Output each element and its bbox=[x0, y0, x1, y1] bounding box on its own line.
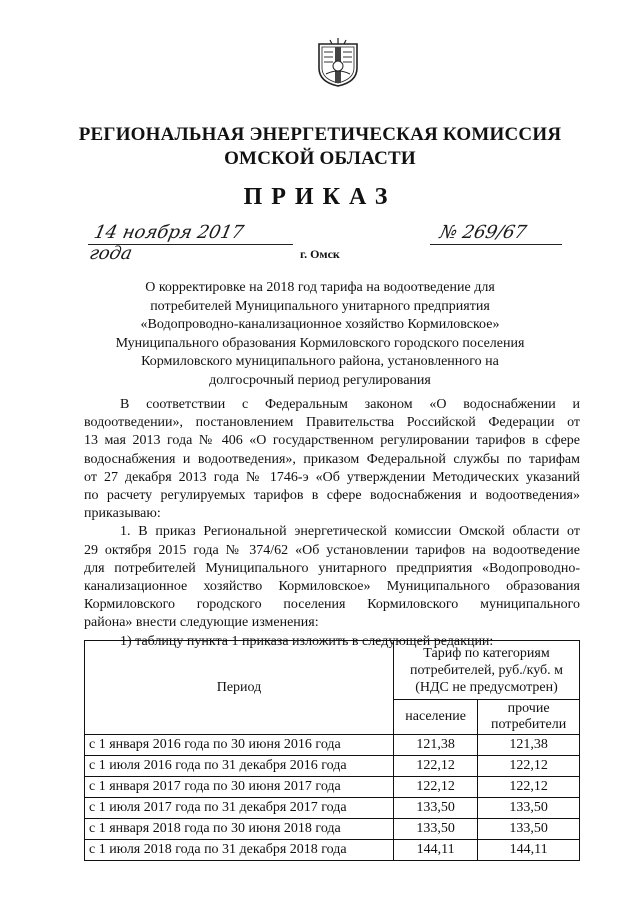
body-line: 1. В приказ Региональной энергетической комиссии Омской области от bbox=[120, 524, 580, 540]
body-line: 13 мая 2013 года № 406 «О государственном регулировании тарифов в сфере bbox=[84, 433, 580, 449]
body-line: от 27 декабря 2013 года № 1746-э «Об утверждении Методических указаний bbox=[84, 469, 580, 485]
subject-line: О корректировке на 2018 год тарифа на водоотведение для bbox=[145, 280, 495, 295]
table-row bbox=[85, 777, 580, 798]
table-row bbox=[85, 798, 580, 819]
coat-of-arms-emblem bbox=[316, 38, 360, 88]
column-header-period: Период bbox=[85, 641, 394, 735]
document-type-title: ПРИКАЗ bbox=[243, 184, 397, 210]
other-tariff-cell: 144,11 bbox=[478, 840, 580, 861]
body-line: Кормиловского городского поселения Кормиловского муниципального bbox=[84, 597, 580, 613]
period-cell: с 1 января 2018 года по 30 июня 2018 года bbox=[85, 819, 394, 840]
column-header-other-consumers: прочие потребители bbox=[478, 700, 580, 735]
period-cell: с 1 июля 2016 года по 31 декабря 2016 года bbox=[85, 756, 394, 777]
table-row bbox=[85, 756, 580, 777]
organization-name-line1: РЕГИОНАЛЬНАЯ ЭНЕРГЕТИЧЕСКАЯ КОМИССИЯ bbox=[78, 124, 562, 145]
organization-name-line2: ОМСКОЙ ОБЛАСТИ bbox=[224, 148, 416, 169]
population-tariff-cell: 122,12 bbox=[394, 777, 478, 798]
city-label: г. Омск bbox=[300, 247, 340, 261]
body-line: для потребителей Муниципального унитарного предприятия «Водопроводно- bbox=[84, 560, 580, 576]
body-line: 1) таблицу пункта 1 приказа изложить в следующей редакции: bbox=[120, 633, 494, 649]
column-header-population: население bbox=[394, 700, 478, 735]
body-line: 29 октября 2015 года № 374/62 «Об установлении тарифов на водоотведение bbox=[84, 542, 580, 558]
handwritten-date: 14 ноября 2017 года bbox=[87, 222, 246, 264]
table-row bbox=[85, 819, 580, 840]
other-tariff-cell: 121,38 bbox=[478, 735, 580, 756]
handwritten-order-number: № 269/67 bbox=[437, 222, 529, 243]
number-underline bbox=[430, 244, 562, 245]
order-body bbox=[84, 396, 580, 651]
body-line: водоотведении», постановлением Правительства Российской Федерации от bbox=[84, 415, 580, 431]
population-tariff-cell: 144,11 bbox=[394, 840, 478, 861]
period-cell: с 1 июля 2018 года по 31 декабря 2018 года bbox=[85, 840, 394, 861]
body-line: района» внести следующие изменения: bbox=[84, 615, 319, 631]
subject-line: «Водопроводно-канализационное хозяйство Кормиловское» bbox=[140, 317, 500, 332]
period-cell: с 1 июля 2017 года по 31 декабря 2017 года bbox=[85, 798, 394, 819]
body-line: канализационное хозяйство Кормиловское» Муниципального образования bbox=[84, 579, 580, 595]
table-row bbox=[85, 840, 580, 861]
body-line: по расчету регулируемых тарифов в сфере водоснабжения и водоотведения» bbox=[84, 488, 580, 504]
other-tariff-cell: 133,50 bbox=[478, 798, 580, 819]
subject-line: Кормиловского муниципального района, установленного на bbox=[141, 354, 499, 369]
period-cell: с 1 января 2016 года по 30 июня 2016 года bbox=[85, 735, 394, 756]
column-header-tariff: Тариф по категориям потребителей, руб./куб. м (НДС не предусмотрен) bbox=[394, 641, 580, 700]
population-tariff-cell: 133,50 bbox=[394, 819, 478, 840]
body-line: водоснабжения и водоотведения», приказом Федеральной службы по тарифам bbox=[84, 451, 580, 467]
population-tariff-cell: 133,50 bbox=[394, 798, 478, 819]
date-underline bbox=[88, 244, 293, 245]
table-row bbox=[85, 735, 580, 756]
population-tariff-cell: 121,38 bbox=[394, 735, 478, 756]
body-line: приказываю: bbox=[84, 506, 161, 522]
period-cell: с 1 января 2017 года по 30 июня 2017 года bbox=[85, 777, 394, 798]
subject-line: потребителей Муниципального унитарного предприятия bbox=[150, 298, 490, 314]
body-line: В соответствии с Федеральным законом «О водоснабжении и bbox=[120, 397, 580, 412]
tariff-table bbox=[84, 640, 580, 861]
other-tariff-cell: 133,50 bbox=[478, 819, 580, 840]
subject-line: долгосрочный период регулирования bbox=[209, 372, 431, 388]
other-tariff-cell: 122,12 bbox=[478, 756, 580, 777]
subject-line: Муниципального образования Кормиловского городского поселения bbox=[115, 335, 525, 351]
order-subject bbox=[60, 279, 580, 390]
population-tariff-cell: 122,12 bbox=[394, 756, 478, 777]
other-tariff-cell: 122,12 bbox=[478, 777, 580, 798]
